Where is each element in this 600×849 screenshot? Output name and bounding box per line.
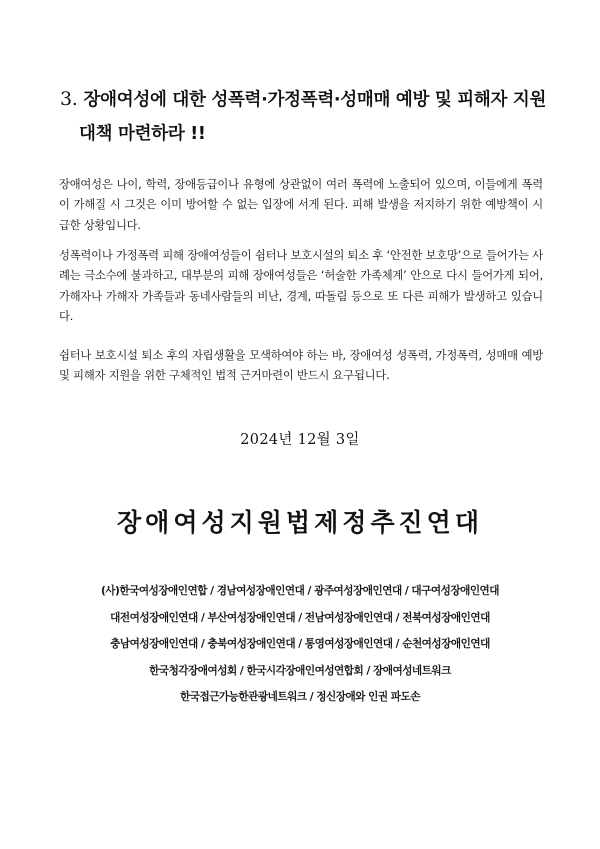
paragraph-1: 장애여성은 나이, 학력, 장애등급이나 유형에 상관없이 여러 폭력에 노출되어 있으며, 이들에게 폭력이 가해질 시 그것은 이미 방어할 수 없는 입장에 서게 된다. 피해 발생을 저지하기 위한 예방책이 시급한 상황입니다. [59,178,543,232]
member-line: 한국청각장애여성회 / 한국시각장애인여성연합회 / 장애여성네트워크 [149,664,451,677]
member-line: 한국접근가능한관광네트워크 / 정신장애와 인권 파도손 [180,691,420,703]
section-heading-line2: 대책 마련하라 !! [79,124,206,144]
section-number: 3. [60,88,78,110]
member-organizations-list [0,578,600,711]
member-line: 대전여성장애인연대 / 부산여성장애인연대 / 전남여성장애인연대 / 전북여성장애인연대 [110,611,490,624]
paragraph-3: 쉼터나 보호시설 퇴소 후의 자립생활을 모색하여야 하는 바, 장애여성 성폭력, 가정폭력, 성매매 예방 및 피해자 지원을 위한 구체적인 법적 근거마련이 반드시 요구됩니다. [59,349,543,383]
section-heading [60,82,560,151]
member-line: (사)한국여성장애인연합 / 경남여성장애인연대 / 광주여성장애인연대 / 대구여성장애인연대 [100,585,500,597]
member-line: 충남여성장애인연대 / 충북여성장애인연대 / 통영여성장애인연대 / 순천여성장애인연대 [110,638,490,650]
organization-name: 장애여성지원법제정추진연대 [117,508,483,537]
statement-date: 2024년 12월 3일 [240,432,360,448]
paragraph-2: 성폭력이나 가정폭력 피해 장애여성들이 쉼터나 보호시설의 퇴소 후 ‘안전한 보호망’으로 들어가는 사례는 극소수에 불과하고, 대부분의 피해 장애여성들은 ‘허술한 가족체계’ 안으로 다시 들어가게 되어, 가해자나 가해자 가족들과 동네사람들의 비난, 경계, 따돌림 등으로 또 다른 피해가 발생하고 있습니다. [59,249,543,323]
section-heading-line1: 장애여성에 대한 성폭력·가정폭력·성매매 예방 및 피해자 지원 [83,90,547,110]
